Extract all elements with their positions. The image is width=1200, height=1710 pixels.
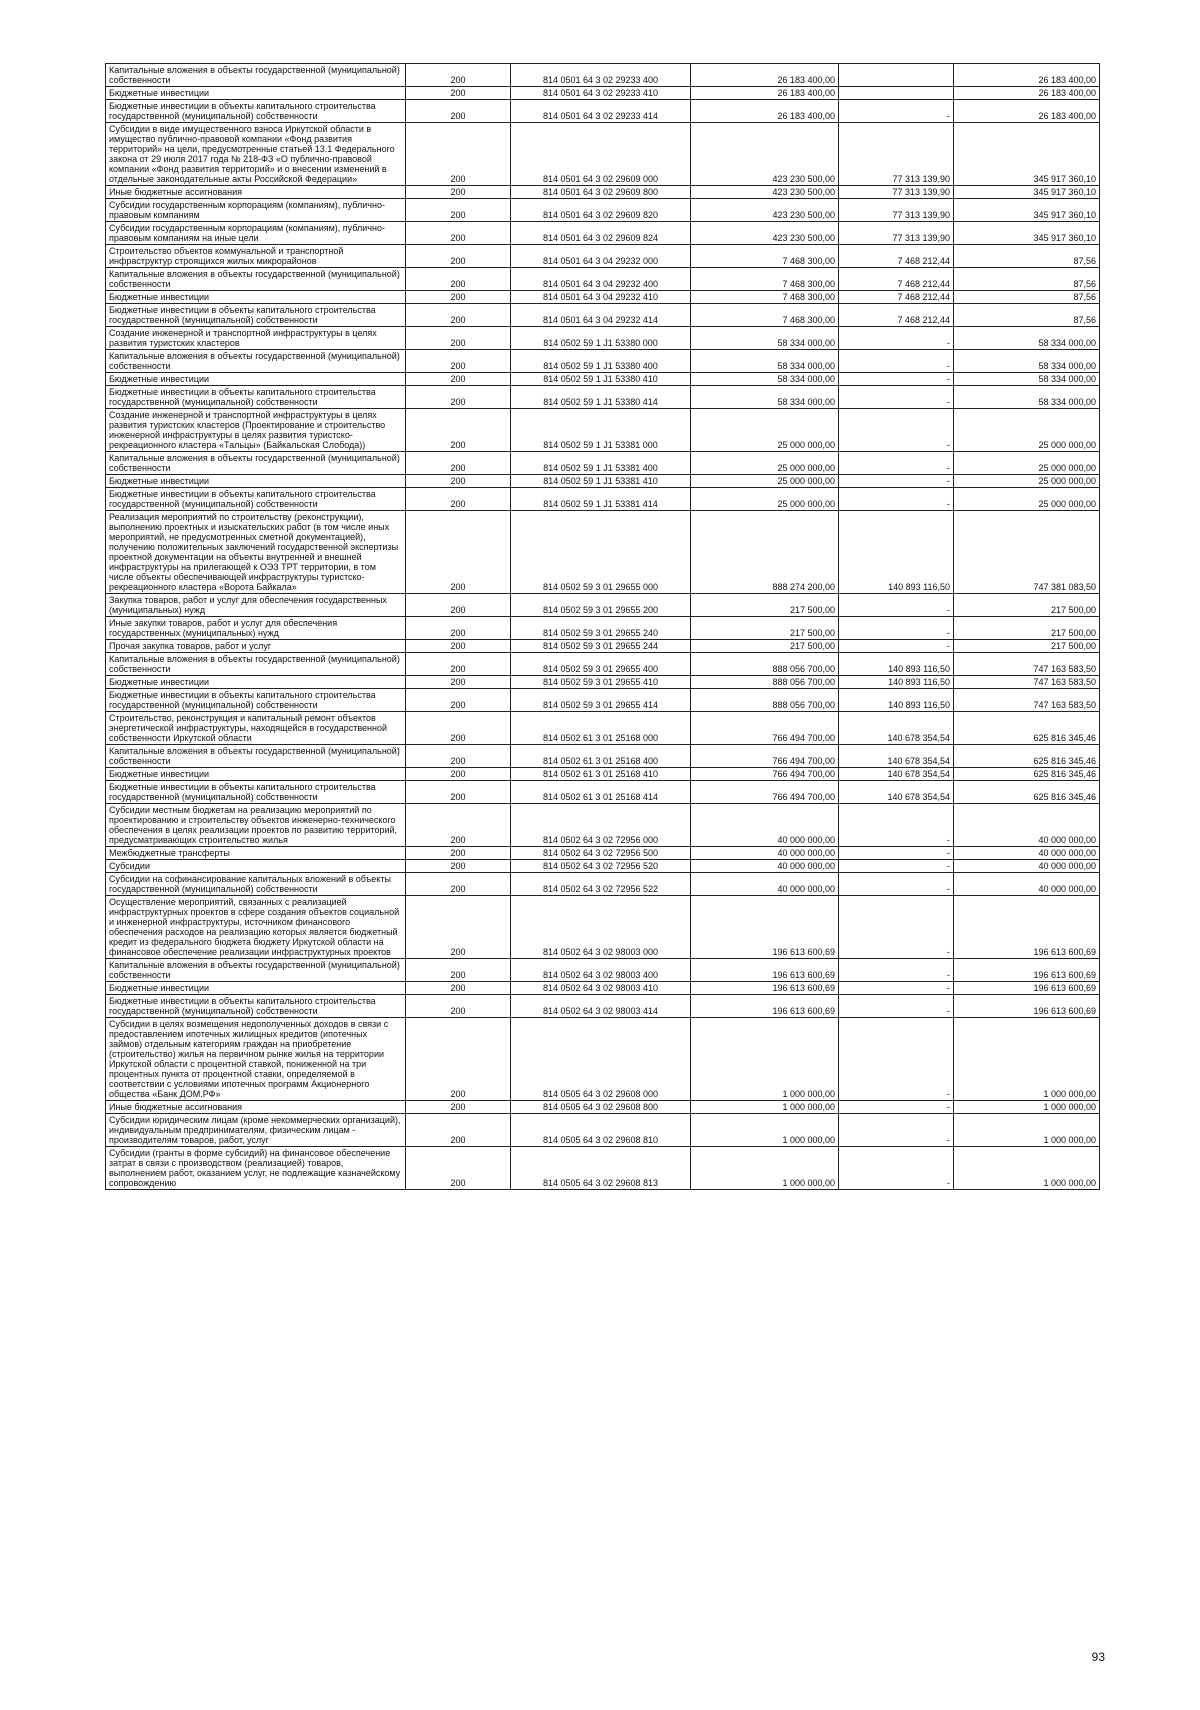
- table-row: [106, 896, 1100, 959]
- row-approved-amount: 888 056 700,00: [691, 689, 839, 712]
- row-executed-amount: -: [839, 873, 954, 896]
- row-name: Бюджетные инвестиции в объекты капитального строительства государственной (муниципальной) собственности: [106, 304, 406, 327]
- row-approved-amount: 25 000 000,00: [691, 409, 839, 452]
- row-unexecuted-amount: 217 500,00: [954, 617, 1100, 640]
- row-unexecuted-amount: 40 000 000,00: [954, 804, 1100, 847]
- row-line-code: 200: [406, 982, 511, 995]
- row-approved-amount: 25 000 000,00: [691, 452, 839, 475]
- row-budget-code: 814 0502 59 1 J1 53381 410: [511, 475, 691, 488]
- row-name: Закупка товаров, работ и услуг для обеспечения государственных (муниципальных) нужд: [106, 594, 406, 617]
- row-budget-code: 814 0502 59 3 01 29655 400: [511, 653, 691, 676]
- row-name: Создание инженерной и транспортной инфраструктуры в целях развития туристских кластеров: [106, 327, 406, 350]
- table-row: [106, 594, 1100, 617]
- row-executed-amount: 140 678 354,54: [839, 781, 954, 804]
- row-executed-amount: -: [839, 327, 954, 350]
- row-name: Бюджетные инвестиции в объекты капитального строительства государственной (муниципальной) собственности: [106, 689, 406, 712]
- table-row: [106, 409, 1100, 452]
- row-line-code: 200: [406, 804, 511, 847]
- row-executed-amount: 77 313 139,90: [839, 222, 954, 245]
- table-row: [106, 1101, 1100, 1114]
- row-name: Капитальные вложения в объекты государственной (муниципальной) собственности: [106, 64, 406, 87]
- row-budget-code: 814 0502 64 3 02 72956 000: [511, 804, 691, 847]
- row-approved-amount: 217 500,00: [691, 594, 839, 617]
- table-row: [106, 712, 1100, 745]
- row-unexecuted-amount: 25 000 000,00: [954, 409, 1100, 452]
- row-approved-amount: 58 334 000,00: [691, 327, 839, 350]
- row-name: Бюджетные инвестиции в объекты капитального строительства государственной (муниципальной) собственности: [106, 995, 406, 1018]
- row-unexecuted-amount: 196 613 600,69: [954, 995, 1100, 1018]
- page-number: 93: [1091, 1650, 1105, 1664]
- row-approved-amount: 423 230 500,00: [691, 186, 839, 199]
- row-unexecuted-amount: 26 183 400,00: [954, 87, 1100, 100]
- row-line-code: 200: [406, 64, 511, 87]
- row-executed-amount: -: [839, 452, 954, 475]
- row-line-code: 200: [406, 199, 511, 222]
- row-budget-code: 814 0501 64 3 02 29609 820: [511, 199, 691, 222]
- table-row: [106, 373, 1100, 386]
- row-executed-amount: -: [839, 804, 954, 847]
- row-budget-code: 814 0502 59 1 J1 53380 000: [511, 327, 691, 350]
- row-budget-code: 814 0502 64 3 02 98003 410: [511, 982, 691, 995]
- row-executed-amount: 77 313 139,90: [839, 123, 954, 186]
- row-budget-code: 814 0501 64 3 02 29609 000: [511, 123, 691, 186]
- row-name: Иные бюджетные ассигнования: [106, 1101, 406, 1114]
- row-executed-amount: -: [839, 896, 954, 959]
- row-line-code: 200: [406, 653, 511, 676]
- table-row: [106, 804, 1100, 847]
- row-approved-amount: 888 056 700,00: [691, 676, 839, 689]
- row-name: Субсидии государственным корпорациям (компаниям), публично-правовым компаниям: [106, 199, 406, 222]
- row-approved-amount: 423 230 500,00: [691, 123, 839, 186]
- row-approved-amount: 40 000 000,00: [691, 804, 839, 847]
- row-approved-amount: 196 613 600,69: [691, 995, 839, 1018]
- row-executed-amount: 77 313 139,90: [839, 186, 954, 199]
- row-approved-amount: 1 000 000,00: [691, 1018, 839, 1101]
- row-line-code: 200: [406, 511, 511, 594]
- row-line-code: 200: [406, 847, 511, 860]
- row-unexecuted-amount: 87,56: [954, 268, 1100, 291]
- row-approved-amount: 40 000 000,00: [691, 873, 839, 896]
- row-executed-amount: -: [839, 409, 954, 452]
- row-line-code: 200: [406, 781, 511, 804]
- row-unexecuted-amount: 345 917 360,10: [954, 186, 1100, 199]
- row-budget-code: 814 0501 64 3 02 29609 800: [511, 186, 691, 199]
- row-unexecuted-amount: 1 000 000,00: [954, 1147, 1100, 1190]
- row-approved-amount: 25 000 000,00: [691, 475, 839, 488]
- row-executed-amount: -: [839, 995, 954, 1018]
- row-executed-amount: -: [839, 982, 954, 995]
- row-executed-amount: 7 468 212,44: [839, 245, 954, 268]
- table-row: [106, 982, 1100, 995]
- row-unexecuted-amount: 217 500,00: [954, 640, 1100, 653]
- row-line-code: 200: [406, 873, 511, 896]
- row-unexecuted-amount: 40 000 000,00: [954, 847, 1100, 860]
- row-line-code: 200: [406, 712, 511, 745]
- row-approved-amount: 766 494 700,00: [691, 745, 839, 768]
- table-row: [106, 475, 1100, 488]
- row-budget-code: 814 0502 59 1 J1 53381 400: [511, 452, 691, 475]
- row-executed-amount: 140 893 116,50: [839, 676, 954, 689]
- row-line-code: 200: [406, 291, 511, 304]
- table-row: [106, 186, 1100, 199]
- row-unexecuted-amount: 87,56: [954, 291, 1100, 304]
- row-name: Бюджетные инвестиции: [106, 87, 406, 100]
- row-name: Бюджетные инвестиции: [106, 475, 406, 488]
- table-row: [106, 452, 1100, 475]
- table-row: [106, 995, 1100, 1018]
- row-unexecuted-amount: 40 000 000,00: [954, 873, 1100, 896]
- row-name: Осуществление мероприятий, связанных с реализацией инфраструктурных проектов в сфере создания объектов социальной и инженерной инфраструктуры, источником финансового обеспечения расходов на реализацию которых является бюджетный кредит из федерального бюджета бюджету Иркутской области на финансовое обеспечение реализации инфраструктурных проектов: [106, 896, 406, 959]
- row-line-code: 200: [406, 745, 511, 768]
- row-unexecuted-amount: 58 334 000,00: [954, 350, 1100, 373]
- row-executed-amount: 140 893 116,50: [839, 653, 954, 676]
- row-approved-amount: 58 334 000,00: [691, 350, 839, 373]
- row-budget-code: 814 0502 64 3 02 98003 000: [511, 896, 691, 959]
- row-executed-amount: [839, 87, 954, 100]
- row-unexecuted-amount: 625 816 345,46: [954, 745, 1100, 768]
- row-unexecuted-amount: 58 334 000,00: [954, 373, 1100, 386]
- row-approved-amount: 766 494 700,00: [691, 712, 839, 745]
- row-budget-code: 814 0501 64 3 02 29609 824: [511, 222, 691, 245]
- row-executed-amount: 140 893 116,50: [839, 511, 954, 594]
- row-budget-code: 814 0501 64 3 04 29232 000: [511, 245, 691, 268]
- table-row: [106, 291, 1100, 304]
- budget-table: [105, 63, 1100, 1190]
- row-approved-amount: 40 000 000,00: [691, 847, 839, 860]
- row-executed-amount: -: [839, 350, 954, 373]
- row-name: Межбюджетные трансферты: [106, 847, 406, 860]
- row-name: Капитальные вложения в объекты государственной (муниципальной) собственности: [106, 452, 406, 475]
- row-name: Бюджетные инвестиции в объекты капитального строительства государственной (муниципальной) собственности: [106, 781, 406, 804]
- table-row: [106, 689, 1100, 712]
- row-budget-code: 814 0501 64 3 02 29233 400: [511, 64, 691, 87]
- row-executed-amount: [839, 64, 954, 87]
- row-executed-amount: -: [839, 847, 954, 860]
- row-unexecuted-amount: 747 163 583,50: [954, 689, 1100, 712]
- table-row: [106, 64, 1100, 87]
- row-line-code: 200: [406, 860, 511, 873]
- row-name: Субсидии на софинансирование капитальных вложений в объекты государственной (муниципальной) собственности: [106, 873, 406, 896]
- row-approved-amount: 7 468 300,00: [691, 291, 839, 304]
- row-unexecuted-amount: 1 000 000,00: [954, 1018, 1100, 1101]
- row-line-code: 200: [406, 222, 511, 245]
- row-line-code: 200: [406, 186, 511, 199]
- row-executed-amount: 7 468 212,44: [839, 291, 954, 304]
- row-name: Реализация мероприятий по строительству (реконструкции), выполнению проектных и изыскательских работ (в том числе иных мероприятий, не предусмотренных сметной документацией), получению положительных заключений государственной экспертизы проектной документации на объекты внутренней и внешней инфраструктуры на прилегающей к ОЭЗ ТРТ территории, в том числе объекты обеспечивающей инфраструктуры туристско-рекреационного кластера «Ворота Байкала»: [106, 511, 406, 594]
- row-name: Иные закупки товаров, работ и услуг для обеспечения государственных (муниципальных) нужд: [106, 617, 406, 640]
- row-line-code: 200: [406, 373, 511, 386]
- row-unexecuted-amount: 625 816 345,46: [954, 768, 1100, 781]
- row-approved-amount: 58 334 000,00: [691, 386, 839, 409]
- table-row: [106, 87, 1100, 100]
- row-unexecuted-amount: 26 183 400,00: [954, 100, 1100, 123]
- row-executed-amount: -: [839, 1114, 954, 1147]
- row-name: Капитальные вложения в объекты государственной (муниципальной) собственности: [106, 350, 406, 373]
- table-row: [106, 1147, 1100, 1190]
- row-name: Строительство объектов коммунальной и транспортной инфраструктур строящихся жилых микрорайонов: [106, 245, 406, 268]
- table-row: [106, 488, 1100, 511]
- row-approved-amount: 1 000 000,00: [691, 1101, 839, 1114]
- row-budget-code: 814 0502 61 3 01 25168 400: [511, 745, 691, 768]
- row-budget-code: 814 0502 64 3 02 72956 520: [511, 860, 691, 873]
- row-line-code: 200: [406, 1114, 511, 1147]
- row-budget-code: 814 0502 64 3 02 72956 522: [511, 873, 691, 896]
- row-approved-amount: 25 000 000,00: [691, 488, 839, 511]
- row-name: Капитальные вложения в объекты государственной (муниципальной) собственности: [106, 745, 406, 768]
- row-unexecuted-amount: 87,56: [954, 304, 1100, 327]
- row-name: Субсидии в целях возмещения недополученных доходов в связи с предоставлением ипотечных жилищных кредитов (ипотечных займов) отдельным категориям граждан на приобретение (строительство) жилья на первичном рынке жилья на территории Иркутской области с процентной ставкой, пониженной на три процентных пункта от процентной ставки, определяемой в соответствии с условиями ипотечных программ Акционерного общества «Банк ДОМ.РФ»: [106, 1018, 406, 1101]
- row-unexecuted-amount: 87,56: [954, 245, 1100, 268]
- row-unexecuted-amount: 747 163 583,50: [954, 653, 1100, 676]
- row-executed-amount: 7 468 212,44: [839, 304, 954, 327]
- budget-table-body: [106, 64, 1100, 1190]
- row-unexecuted-amount: 1 000 000,00: [954, 1101, 1100, 1114]
- row-name: Субсидии местным бюджетам на реализацию мероприятий по проектированию и строительству объектов инженерно-технического обеспечения в целях реализации проектов по развитию территорий, предусматривающих строительство жилья: [106, 804, 406, 847]
- row-budget-code: 814 0502 59 1 J1 53380 414: [511, 386, 691, 409]
- row-approved-amount: 40 000 000,00: [691, 860, 839, 873]
- row-budget-code: 814 0505 64 3 02 29608 810: [511, 1114, 691, 1147]
- row-budget-code: 814 0502 59 3 01 29655 240: [511, 617, 691, 640]
- row-name: Создание инженерной и транспортной инфраструктуры в целях развития туристских кластеров (Проектирование и строительство инженерной инфраструктуры в целях развития туристско-рекреационного кластера «Тальцы» (Байкальская Слобода)): [106, 409, 406, 452]
- row-line-code: 200: [406, 995, 511, 1018]
- row-unexecuted-amount: 345 917 360,10: [954, 222, 1100, 245]
- row-executed-amount: -: [839, 860, 954, 873]
- row-line-code: 200: [406, 386, 511, 409]
- row-name: Субсидии государственным корпорациям (компаниям), публично-правовым компаниям на иные цели: [106, 222, 406, 245]
- row-budget-code: 814 0505 64 3 02 29608 000: [511, 1018, 691, 1101]
- row-budget-code: 814 0502 59 1 J1 53381 000: [511, 409, 691, 452]
- row-unexecuted-amount: 26 183 400,00: [954, 64, 1100, 87]
- row-unexecuted-amount: 345 917 360,10: [954, 123, 1100, 186]
- row-unexecuted-amount: 58 334 000,00: [954, 327, 1100, 350]
- row-approved-amount: 217 500,00: [691, 640, 839, 653]
- row-unexecuted-amount: 625 816 345,46: [954, 712, 1100, 745]
- row-name: Капитальные вложения в объекты государственной (муниципальной) собственности: [106, 268, 406, 291]
- row-line-code: 200: [406, 1101, 511, 1114]
- row-name: Прочая закупка товаров, работ и услуг: [106, 640, 406, 653]
- row-line-code: 200: [406, 488, 511, 511]
- row-name: Бюджетные инвестиции: [106, 291, 406, 304]
- row-budget-code: 814 0502 59 3 01 29655 410: [511, 676, 691, 689]
- row-line-code: 200: [406, 1147, 511, 1190]
- row-budget-code: 814 0502 64 3 02 98003 414: [511, 995, 691, 1018]
- row-name: Бюджетные инвестиции в объекты капитального строительства государственной (муниципальной) собственности: [106, 488, 406, 511]
- row-line-code: 200: [406, 1018, 511, 1101]
- row-approved-amount: 196 613 600,69: [691, 959, 839, 982]
- table-row: [106, 653, 1100, 676]
- row-name: Бюджетные инвестиции в объекты капитального строительства государственной (муниципальной) собственности: [106, 100, 406, 123]
- row-line-code: 200: [406, 896, 511, 959]
- row-budget-code: 814 0502 59 1 J1 53380 400: [511, 350, 691, 373]
- table-row: [106, 847, 1100, 860]
- row-name: Субсидии (гранты в форме субсидий) на финансовое обеспечение затрат в связи с производством (реализацией) товаров, выполнением работ, оказанием услуг, не подлежащие казначейскому сопровождению: [106, 1147, 406, 1190]
- row-approved-amount: 7 468 300,00: [691, 245, 839, 268]
- row-line-code: 200: [406, 87, 511, 100]
- table-row: [106, 959, 1100, 982]
- row-unexecuted-amount: 196 613 600,69: [954, 896, 1100, 959]
- row-budget-code: 814 0502 59 1 J1 53381 414: [511, 488, 691, 511]
- row-line-code: 200: [406, 100, 511, 123]
- table-row: [106, 222, 1100, 245]
- row-line-code: 200: [406, 327, 511, 350]
- row-budget-code: 814 0502 59 3 01 29655 000: [511, 511, 691, 594]
- row-executed-amount: -: [839, 386, 954, 409]
- row-unexecuted-amount: 196 613 600,69: [954, 982, 1100, 995]
- row-budget-code: 814 0505 64 3 02 29608 813: [511, 1147, 691, 1190]
- row-budget-code: 814 0502 64 3 02 98003 400: [511, 959, 691, 982]
- row-unexecuted-amount: 345 917 360,10: [954, 199, 1100, 222]
- row-budget-code: 814 0502 59 1 J1 53380 410: [511, 373, 691, 386]
- table-row: [106, 1018, 1100, 1101]
- row-executed-amount: -: [839, 1018, 954, 1101]
- row-approved-amount: 888 274 200,00: [691, 511, 839, 594]
- row-approved-amount: 1 000 000,00: [691, 1147, 839, 1190]
- row-executed-amount: 140 678 354,54: [839, 745, 954, 768]
- row-budget-code: 814 0502 61 3 01 25168 410: [511, 768, 691, 781]
- row-approved-amount: 766 494 700,00: [691, 781, 839, 804]
- row-budget-code: 814 0501 64 3 04 29232 414: [511, 304, 691, 327]
- row-line-code: 200: [406, 350, 511, 373]
- row-name: Бюджетные инвестиции в объекты капитального строительства государственной (муниципальной) собственности: [106, 386, 406, 409]
- row-budget-code: 814 0501 64 3 02 29233 414: [511, 100, 691, 123]
- row-line-code: 200: [406, 959, 511, 982]
- row-line-code: 200: [406, 617, 511, 640]
- row-budget-code: 814 0501 64 3 04 29232 400: [511, 268, 691, 291]
- row-approved-amount: 196 613 600,69: [691, 982, 839, 995]
- row-line-code: 200: [406, 123, 511, 186]
- row-unexecuted-amount: 217 500,00: [954, 594, 1100, 617]
- row-unexecuted-amount: 747 381 083,50: [954, 511, 1100, 594]
- row-unexecuted-amount: 58 334 000,00: [954, 386, 1100, 409]
- row-executed-amount: -: [839, 959, 954, 982]
- row-executed-amount: -: [839, 475, 954, 488]
- row-budget-code: 814 0502 64 3 02 72956 500: [511, 847, 691, 860]
- row-line-code: 200: [406, 640, 511, 653]
- row-line-code: 200: [406, 689, 511, 712]
- row-unexecuted-amount: 625 816 345,46: [954, 781, 1100, 804]
- table-row: [106, 676, 1100, 689]
- row-approved-amount: 196 613 600,69: [691, 896, 839, 959]
- row-name: Субсидии юридическим лицам (кроме некоммерческих организаций), индивидуальным предпринимателям, физическим лицам - производителям товаров, работ, услуг: [106, 1114, 406, 1147]
- row-name: Субсидии в виде имущественного взноса Иркутской области в имущество публично-правовой компании «Фонд развития территорий» на цели, предусмотренные статьей 13.1 Федерального закона от 29 июля 2017 года № 218-ФЗ «О публично-правовой компании «Фонд развития территорий» и о внесении изменений в отдельные законодательные акты Российской Федерации»: [106, 123, 406, 186]
- table-row: [106, 199, 1100, 222]
- row-budget-code: 814 0502 61 3 01 25168 414: [511, 781, 691, 804]
- row-unexecuted-amount: 25 000 000,00: [954, 488, 1100, 511]
- row-name: Бюджетные инвестиции: [106, 982, 406, 995]
- row-budget-code: 814 0505 64 3 02 29608 800: [511, 1101, 691, 1114]
- row-line-code: 200: [406, 304, 511, 327]
- row-budget-code: 814 0502 59 3 01 29655 414: [511, 689, 691, 712]
- row-line-code: 200: [406, 768, 511, 781]
- table-row: [106, 781, 1100, 804]
- table-row: [106, 873, 1100, 896]
- row-line-code: 200: [406, 452, 511, 475]
- row-name: Бюджетные инвестиции: [106, 373, 406, 386]
- table-row: [106, 327, 1100, 350]
- row-executed-amount: -: [839, 100, 954, 123]
- row-name: Иные бюджетные ассигнования: [106, 186, 406, 199]
- row-approved-amount: 888 056 700,00: [691, 653, 839, 676]
- row-executed-amount: -: [839, 594, 954, 617]
- row-budget-code: 814 0502 61 3 01 25168 000: [511, 712, 691, 745]
- row-line-code: 200: [406, 676, 511, 689]
- table-row: [106, 640, 1100, 653]
- row-line-code: 200: [406, 268, 511, 291]
- row-approved-amount: 7 468 300,00: [691, 268, 839, 291]
- row-approved-amount: 766 494 700,00: [691, 768, 839, 781]
- table-row: [106, 350, 1100, 373]
- table-row: [106, 768, 1100, 781]
- row-budget-code: 814 0501 64 3 02 29233 410: [511, 87, 691, 100]
- table-row: [106, 511, 1100, 594]
- row-budget-code: 814 0502 59 3 01 29655 244: [511, 640, 691, 653]
- row-executed-amount: -: [839, 1101, 954, 1114]
- row-name: Капитальные вложения в объекты государственной (муниципальной) собственности: [106, 959, 406, 982]
- table-row: [106, 100, 1100, 123]
- row-executed-amount: -: [839, 373, 954, 386]
- row-approved-amount: 26 183 400,00: [691, 87, 839, 100]
- row-unexecuted-amount: 1 000 000,00: [954, 1114, 1100, 1147]
- row-executed-amount: -: [839, 1147, 954, 1190]
- table-row: [106, 245, 1100, 268]
- row-approved-amount: 58 334 000,00: [691, 373, 839, 386]
- row-approved-amount: 7 468 300,00: [691, 304, 839, 327]
- row-approved-amount: 423 230 500,00: [691, 199, 839, 222]
- row-approved-amount: 26 183 400,00: [691, 64, 839, 87]
- row-name: Субсидии: [106, 860, 406, 873]
- row-unexecuted-amount: 25 000 000,00: [954, 452, 1100, 475]
- table-row: [106, 304, 1100, 327]
- row-line-code: 200: [406, 475, 511, 488]
- row-unexecuted-amount: 40 000 000,00: [954, 860, 1100, 873]
- row-approved-amount: 26 183 400,00: [691, 100, 839, 123]
- row-approved-amount: 1 000 000,00: [691, 1114, 839, 1147]
- row-approved-amount: 423 230 500,00: [691, 222, 839, 245]
- row-executed-amount: 140 678 354,54: [839, 768, 954, 781]
- row-unexecuted-amount: 25 000 000,00: [954, 475, 1100, 488]
- row-approved-amount: 217 500,00: [691, 617, 839, 640]
- row-executed-amount: -: [839, 640, 954, 653]
- row-executed-amount: 7 468 212,44: [839, 268, 954, 291]
- row-line-code: 200: [406, 409, 511, 452]
- row-unexecuted-amount: 747 163 583,50: [954, 676, 1100, 689]
- table-row: [106, 745, 1100, 768]
- row-line-code: 200: [406, 594, 511, 617]
- row-name: Строительство, реконструкция и капитальный ремонт объектов энергетической инфраструктуры, находящейся в государственной собственности Иркутской области: [106, 712, 406, 745]
- row-name: Капитальные вложения в объекты государственной (муниципальной) собственности: [106, 653, 406, 676]
- row-executed-amount: 140 678 354,54: [839, 712, 954, 745]
- row-executed-amount: -: [839, 617, 954, 640]
- row-executed-amount: -: [839, 488, 954, 511]
- row-executed-amount: 77 313 139,90: [839, 199, 954, 222]
- table-row: [106, 268, 1100, 291]
- row-name: Бюджетные инвестиции: [106, 676, 406, 689]
- row-budget-code: 814 0502 59 3 01 29655 200: [511, 594, 691, 617]
- row-name: Бюджетные инвестиции: [106, 768, 406, 781]
- table-row: [106, 617, 1100, 640]
- table-row: [106, 860, 1100, 873]
- row-executed-amount: 140 893 116,50: [839, 689, 954, 712]
- table-row: [106, 1114, 1100, 1147]
- row-line-code: 200: [406, 245, 511, 268]
- table-row: [106, 123, 1100, 186]
- row-unexecuted-amount: 196 613 600,69: [954, 959, 1100, 982]
- row-budget-code: 814 0501 64 3 04 29232 410: [511, 291, 691, 304]
- table-row: [106, 386, 1100, 409]
